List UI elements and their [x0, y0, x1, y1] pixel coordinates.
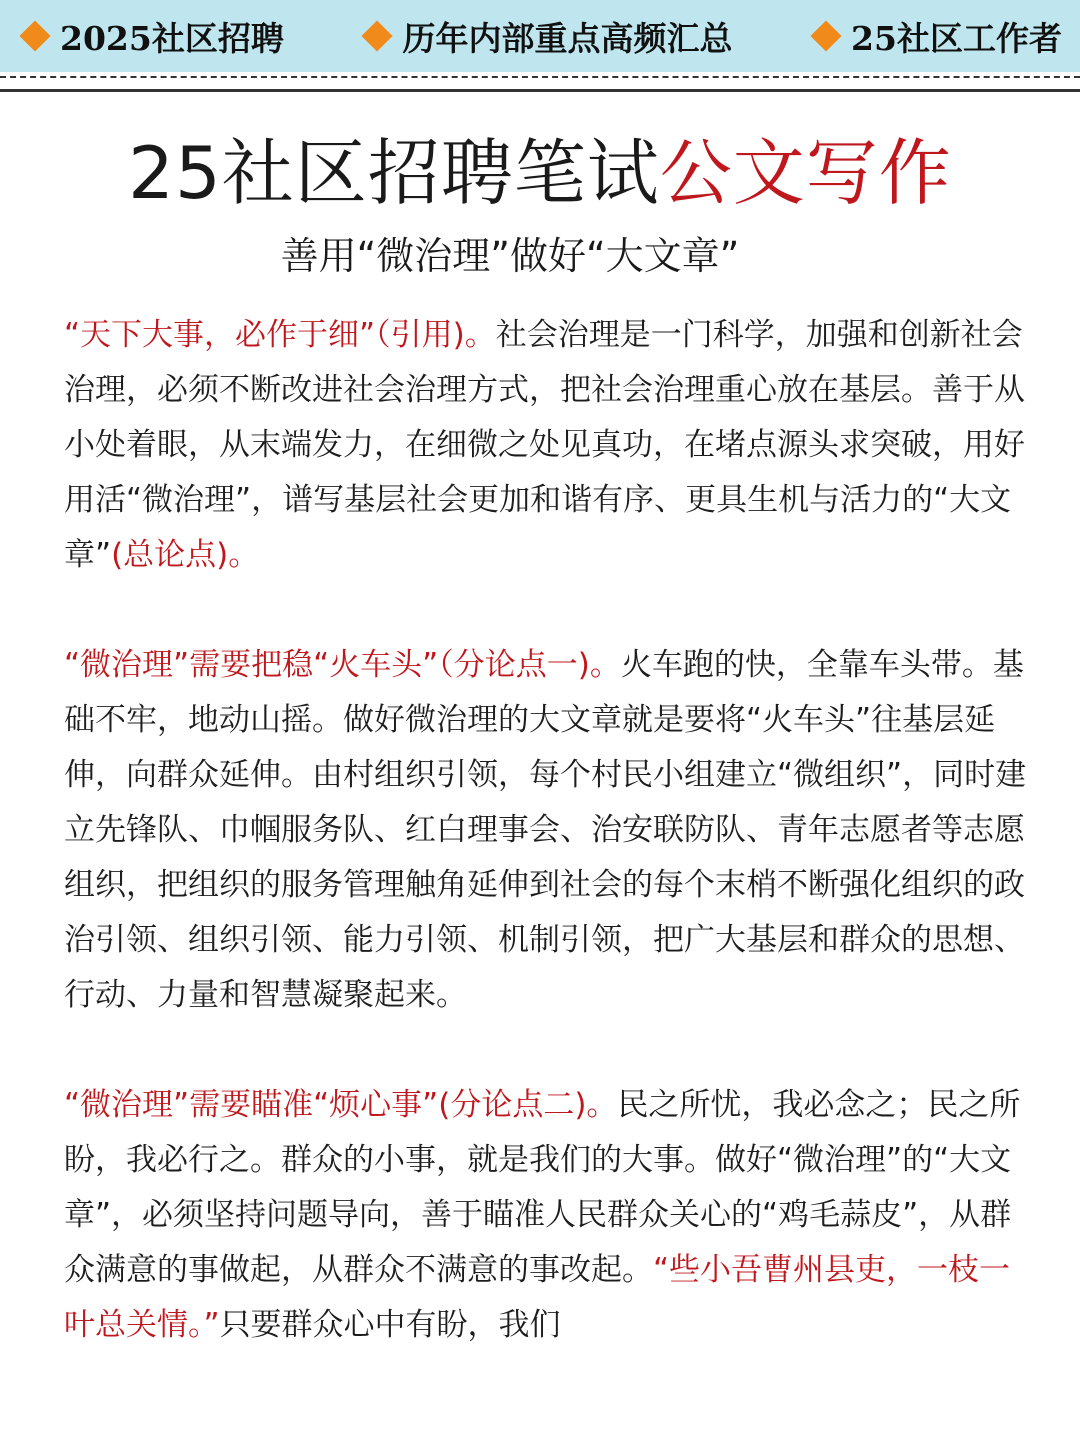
paragraph-general-thesis — [64, 308, 1034, 583]
paragraph-point-one — [64, 638, 1034, 1023]
paragraph-text: 社会治理是一门科学，加强和创新社会治理，必须不断改进社会治理方式，把社会治理重心放在基层。善于从小处着眼，从末端发力，在细微之处见真功，在堵点源头求突破，用好用活“微治理”，谱写基层社会更加和谐有序、更具生机与活力的“大文章” — [64, 317, 1025, 573]
banner-item-recruitment — [18, 13, 284, 60]
dashed-divider — [0, 76, 1080, 78]
paragraph-quote: “些小吾曹州县吏，一枝一叶总关情。” — [64, 1252, 1011, 1343]
paragraph-lead: “微治理”需要把稳“火车头”（分论点一)。 — [64, 647, 621, 683]
paragraph-point-two — [64, 1078, 1034, 1353]
diamond-icon — [362, 20, 393, 51]
article-body — [64, 308, 1034, 1408]
paragraph-tail-text: 只要群众心中有盼，我们 — [219, 1307, 561, 1343]
paragraph-lead: “天下大事，必作于细”（引用)。 — [64, 317, 496, 353]
top-banner — [0, 0, 1080, 72]
page-subtitle: 善用“微治理”做好“大文章” — [280, 234, 740, 278]
paragraph-text: 火车跑的快，全靠车头带。基础不牢，地动山摇。做好微治理的大文章就是要将“火车头”往基层延伸，向群众延伸。由村组织引领，每个村民小组建立“微组织”，同时建立先锋队、巾帼服务队、红白理事会、治安联防队、青年志愿者等志愿组织，把组织的服务管理触角延伸到社会的每个末梢不断强化组织的政治引领、组织引领、能力引领、机制引领，把广大基层和群众的思想、行动、力量和智慧凝聚起来。 — [64, 647, 1027, 1013]
banner-label: 25社区工作者 — [851, 18, 1062, 58]
paragraph-tail-label: (总论点)。 — [111, 537, 260, 573]
solid-divider — [0, 89, 1080, 92]
title-red-part: 公文写作 — [659, 131, 952, 215]
banner-label: 2025社区招聘 — [60, 18, 284, 58]
banner-item-summary — [360, 13, 732, 60]
paragraph-text: 民之所忧，我必念之；民之所盼，我必行之。群众的小事，就是我们的大事。做好“微治理”的“大文章”，必须坚持问题导向，善于瞄准人民群众关心的“鸡毛蒜皮”，从群众满意的事做起，从群众不满意的事改起。 — [64, 1087, 1021, 1288]
banner-item-workers — [809, 13, 1062, 60]
banner-label: 历年内部重点高频汇总 — [402, 18, 733, 58]
title-black-part: 25社区招聘笔试 — [128, 131, 660, 215]
page-title — [0, 128, 1080, 218]
paragraph-lead: “微治理”需要瞄准“烦心事”(分论点二)。 — [64, 1087, 618, 1123]
diamond-icon — [810, 20, 841, 51]
diamond-icon — [19, 20, 50, 51]
